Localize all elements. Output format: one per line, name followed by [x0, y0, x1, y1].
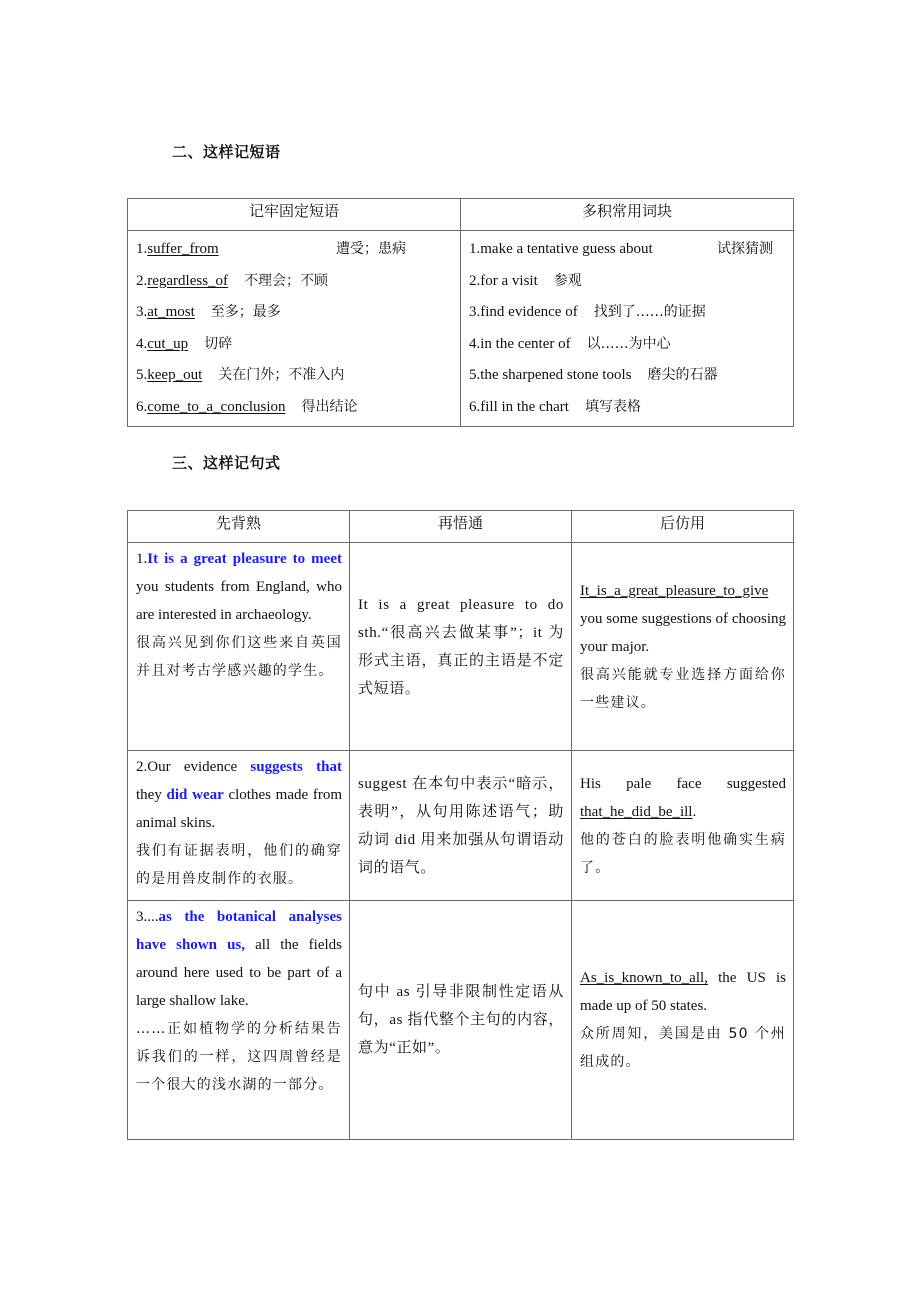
- grammar-explanation: 句中 as 引导非限制性定语从句，as 指代整个主句的内容，意为“正如”。: [358, 984, 564, 1056]
- phrase-answer: cut_up: [147, 335, 189, 352]
- chunk-meaning: 参观: [553, 272, 582, 289]
- sentence-row: [128, 751, 794, 901]
- phrase-answer: regardless_of: [147, 272, 229, 289]
- grammar-explanation: It is a great pleasure to do sth.“很高兴去做某事”；it 为形式主语，真正的主语是不定式短语。: [358, 596, 564, 697]
- item-number: 1.: [136, 551, 148, 567]
- sentence-rest: .: [692, 803, 697, 820]
- recite-cell: [128, 901, 350, 1140]
- word-chunk-item: [469, 392, 785, 424]
- item-number: 5.: [136, 367, 148, 383]
- section-2-heading: 二、这样记短语: [172, 143, 281, 161]
- word-chunk-item: [469, 329, 785, 361]
- item-number: 2.: [136, 272, 148, 289]
- sentence-part: they: [136, 787, 167, 803]
- section-3-heading: 三、这样记句式: [172, 454, 281, 472]
- item-number: 3.: [136, 304, 148, 320]
- imitation-sentence: [580, 770, 786, 826]
- chunk-meaning: 找到了……的证据: [593, 304, 706, 320]
- chunk-text: 3.find evidence of: [469, 304, 578, 320]
- phrase-meaning: 切碎: [204, 335, 233, 352]
- example-sentence: [136, 753, 342, 837]
- chunk-meaning: 试探猜测: [717, 241, 773, 257]
- sentence-rest: you some suggestions of choosing your major.: [580, 610, 786, 655]
- header-fixed-phrases: 记牢固定短语: [128, 199, 461, 231]
- phrase-answer: at_most: [147, 304, 195, 320]
- understand-cell: [350, 543, 572, 751]
- phrases-table-body: [128, 231, 794, 427]
- chunk-text: 4.in the center of: [469, 335, 571, 352]
- phrase-answer: come_to_a_conclusion: [147, 398, 286, 415]
- header-word-chunks: 多积常用词块: [461, 199, 794, 231]
- key-pattern: suggests that: [250, 759, 342, 775]
- imitate-cell: [572, 901, 794, 1140]
- word-chunk-item: [469, 360, 785, 392]
- sentence-translation: ……正如植物学的分析结果告诉我们的一样，这四周曾经是一个很大的浅水湖的一部分。: [136, 1021, 342, 1093]
- item-number: 4.: [136, 335, 148, 352]
- item-number: 3....: [136, 909, 159, 925]
- imitation-translation: 众所周知，美国是由 50 个州组成的。: [580, 1026, 786, 1070]
- phrase-meaning: 不理会；不顾: [244, 272, 329, 289]
- fixed-phrase-item: [136, 297, 452, 329]
- imitation-answer: that_he_did_be_ill: [580, 803, 693, 820]
- sentence-part: 2.Our evidence: [136, 759, 251, 775]
- sentence-translation: 很高兴见到你们这些来自英国并且对考古学感兴趣的学生。: [136, 635, 342, 679]
- imitation-translation: 很高兴能就专业选择方面给你一些建议。: [580, 666, 786, 711]
- key-pattern: It is a great pleasure to meet: [147, 551, 342, 567]
- phrases-table-header: [128, 199, 794, 231]
- word-chunk-item: [469, 297, 785, 329]
- phrase-meaning: 关在门外；不准入内: [218, 367, 345, 383]
- sentence-part: His pale face suggested: [580, 775, 786, 792]
- phrase-meaning: 至多；最多: [210, 304, 281, 320]
- chunk-text: 5.the sharpened stone tools: [469, 367, 632, 383]
- key-pattern: did wear: [166, 787, 224, 803]
- fixed-phrase-item: [136, 392, 452, 424]
- header-understand: 再悟通: [350, 511, 572, 543]
- sentence-rest: all the fields around here used to be part of a large shallow lake.: [136, 937, 342, 1009]
- fixed-phrases-cell: [128, 231, 461, 427]
- chunk-meaning: 以……为中心: [586, 335, 671, 352]
- chunk-meaning: 填写表格: [584, 398, 641, 415]
- item-number: 1.: [136, 241, 148, 257]
- recite-cell: [128, 751, 350, 901]
- word-chunk-item: [469, 234, 785, 266]
- sentence-rest: the US is made up of 50 states.: [580, 970, 786, 1014]
- phrase-meaning: 得出结论: [301, 398, 358, 415]
- sentence-rest: clothes made from animal skins.: [136, 787, 343, 831]
- fixed-phrase-item: [136, 234, 452, 266]
- understand-cell: [350, 901, 572, 1140]
- sentence-rest: you students from England, who are interested in archaeology.: [136, 579, 342, 623]
- imitation-answer: As_is_known_to_all,: [580, 970, 708, 986]
- fixed-phrase-item: [136, 329, 452, 361]
- example-sentence: [136, 903, 342, 1015]
- phrase-answer: suffer_from: [147, 241, 219, 257]
- header-imitate: 后仿用: [572, 511, 794, 543]
- sentence-translation: 我们有证据表明，他们的确穿的是用兽皮制作的衣服。: [136, 843, 342, 887]
- grammar-explanation: suggest 在本句中表示“暗示，表明”，从句用陈述语气；助动词 did 用来加强从句谓语动词的语气。: [358, 775, 564, 876]
- imitation-sentence: [580, 577, 786, 661]
- phrase-meaning: 遭受；患病: [336, 241, 406, 257]
- chunk-meaning: 磨尖的石器: [647, 367, 718, 383]
- fixed-phrase-item: [136, 266, 452, 298]
- chunk-text: 6.fill in the chart: [469, 398, 569, 415]
- sentence-row: [128, 543, 794, 751]
- imitation-answer: It_is_a_great_pleasure_to_give: [580, 582, 769, 599]
- imitate-cell: [572, 751, 794, 901]
- chunk-text: 2.for a visit: [469, 272, 538, 289]
- imitation-translation: 他的苍白的脸表明他确实生病了。: [580, 831, 786, 876]
- key-pattern: as the botanical analyses have shown us,: [136, 909, 342, 953]
- imitation-sentence: [580, 964, 786, 1020]
- sentence-table-header: [128, 511, 794, 543]
- phrase-answer: keep_out: [147, 367, 203, 383]
- header-recite: 先背熟: [128, 511, 350, 543]
- word-chunk-item: [469, 266, 785, 298]
- item-number: 6.: [136, 398, 148, 415]
- example-sentence: [136, 545, 342, 629]
- sentence-patterns-table: [127, 510, 794, 1140]
- word-chunks-cell: [461, 231, 794, 427]
- chunk-text: 1.make a tentative guess about: [469, 241, 653, 257]
- phrases-table: [127, 198, 794, 427]
- imitate-cell: [572, 543, 794, 751]
- sentence-row: [128, 901, 794, 1140]
- understand-cell: [350, 751, 572, 901]
- recite-cell: [128, 543, 350, 751]
- fixed-phrase-item: [136, 360, 452, 392]
